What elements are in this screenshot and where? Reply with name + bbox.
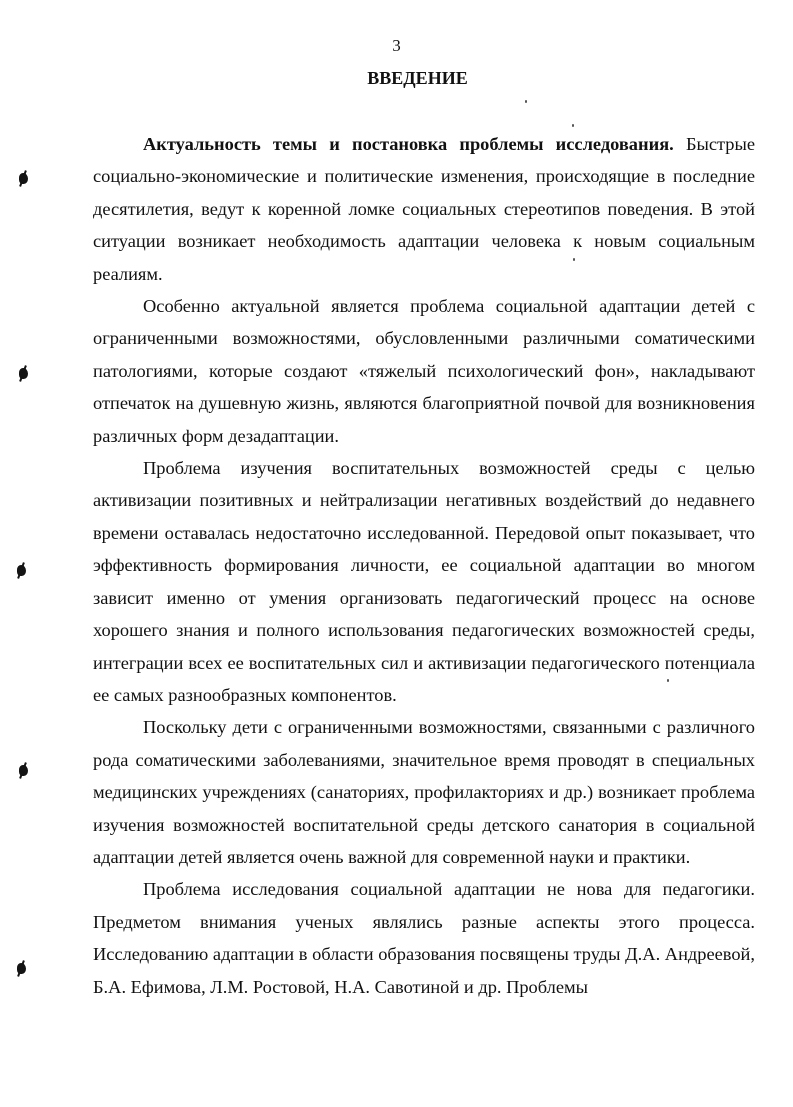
paragraph-lead: Актуальность темы и постановка проблемы исследования. [143, 134, 674, 154]
paragraph-3: Проблема изучения воспитательных возможностей среды с целью активизации позитивных и нейтрализации негативных воздействий до недавнего времени оставалась недостаточно исследованной. Передовой опыт показывает, что эффективность формирования личности, ее социальной адаптации во многом зависит именно от умения организовать педагогический процесс на основе хорошего знания и полного использования педагогических возможностей среды, интеграции всех ее воспитательных сил и активизации педагогического потенциала ее самых разнообразных компонентов. [93, 458, 755, 705]
binding-hole-mark [19, 173, 28, 184]
paragraph-1 [93, 128, 755, 290]
scan-speck [572, 124, 574, 127]
paragraph-1-text: Быстрые социально-экономические и политические изменения, происходящие в последние десятилетия, ведут к коренной ломке социальных стереотипов поведения. В этой ситуации возникает необходимость адаптации человека к новым социальным реалиям. [93, 134, 755, 284]
scan-speck [667, 679, 669, 682]
scan-speck [573, 258, 575, 261]
page-number: 3 [392, 36, 401, 55]
paragraph-4: Поскольку дети с ограниченными возможностями, связанными с различного рода соматическими заболеваниями, значительное время проводят в специальных медицинских учреждениях (санаториях, профилакториях и др.) возникает проблема изучения возможностей воспитательной среды детского санатория в социальной адаптации детей является очень важной для современной науки и практики. [93, 717, 755, 867]
binding-hole-mark [17, 963, 26, 974]
body-text [93, 128, 755, 1003]
paragraph-5: Проблема исследования социальной адаптации не нова для педагогики. Предметом внимания ученых являлись разные аспекты этого процесса. Исследованию адаптации в области образования посвящены труды Д.А. Андреевой, Б.А. Ефимова, Л.М. Ростовой, Н.А. Савотиной и др. Проблемы [93, 879, 755, 997]
paragraph-2: Особенно актуальной является проблема социальной адаптации детей с ограниченными возможностями, обусловленными различными соматическими патологиями, которые создают «тяжелый психологический фон», накладывают отпечаток на душевную жизнь, являются благоприятной почвой для возникновения различных форм дезадаптации. [93, 296, 755, 446]
binding-hole-mark [17, 565, 26, 576]
section-heading: ВВЕДЕНИЕ [367, 68, 468, 88]
binding-hole-mark [19, 368, 28, 379]
scan-speck [525, 100, 527, 103]
binding-hole-mark [19, 765, 28, 776]
